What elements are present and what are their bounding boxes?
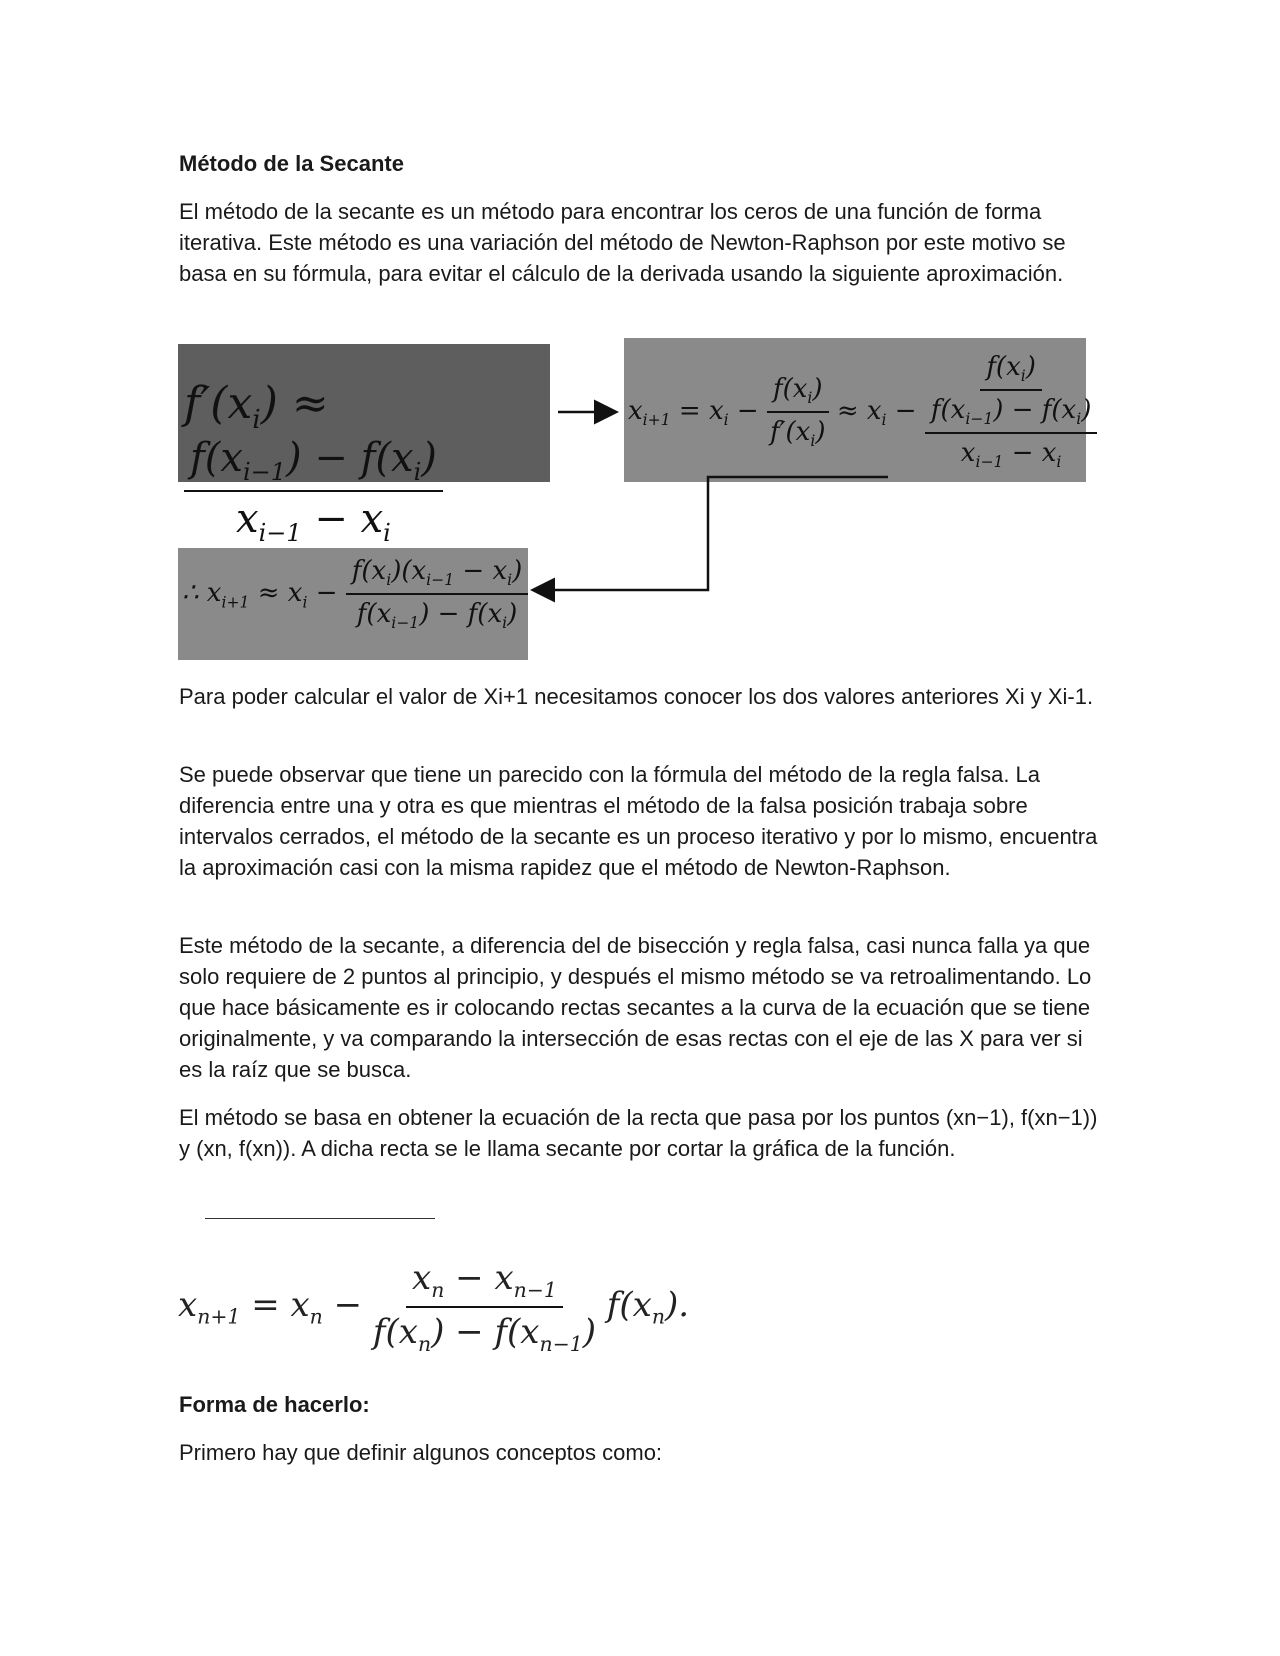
paragraph-intro: El método de la secante es un método para encontrar los ceros de una función de forma iterativa. Este método es una variación del método de Newton-Raphson por este motivo se basa en su fórmula, para evitar el cálculo de la derivada usando la siguiente aproximación. bbox=[179, 199, 1066, 286]
paragraph-concepts: Primero hay que definir algunos conceptos como: bbox=[179, 1440, 663, 1465]
paragraph-secant-line: El método se basa en obtener la ecuación de la recta que pasa por los puntos (xn−1), f(xn−1)) y (xn, f(xn)). A dicha recta se le llama secante por cortar la gráfica de la función. bbox=[179, 1105, 1098, 1161]
section-heading-procedure: Forma de hacerlo: bbox=[179, 1392, 370, 1417]
secant-result-formula: ∴ $x_{i+1} \approx x_i$ − $\frac{f(x_i)(x_{i-1} - x_i)}{f(x_{i-1}) - f(x_i)}$ bbox=[178, 548, 528, 660]
elbow-arrow-icon bbox=[535, 477, 888, 590]
paragraph-values: Para poder calcular el valor de Xi+1 necesitamos conocer los dos valores anteriores Xi y Xi-1. bbox=[179, 684, 1094, 709]
secant-main-formula: $x_{n+1} = x_n$ − $\frac{x_n - x_{n-1}}{f(x_n) - f(x_{n-1})}$ $f(x_n)$. bbox=[178, 1258, 690, 1356]
separator-line bbox=[205, 1218, 435, 1219]
formula-connector-arrows bbox=[0, 0, 1280, 700]
paragraph-comparison: Se puede observar que tiene un parecido con la fórmula del método de la regla falsa. La diferencia entre una y otra es que mientras el método de la falsa posición trabaja sobre intervalos cerrados, el método de la secante es un proceso iterativo y por lo mismo, encuentra la aproximación casi con la misma rapidez que el método de Newton-Raphson. bbox=[179, 762, 1098, 880]
paragraph-advantages: Este método de la secante, a diferencia del de bisección y regla falsa, casi nunca falla ya que solo requiere de 2 puntos al principio, y después el mismo método se va retroalimentando. Lo que hace básicamente es ir colocando rectas secantes a la curva de la ecuación que se tiene originalmente, y va comparando la intersección de esas rectas con el eje de las X para ver si es la raíz que se busca. bbox=[179, 933, 1092, 1082]
derivative-approximation-formula: $f'(x_i)$ ≈ $\frac{f(x_{i-1}) - f(x_i)}{x_{i-1} - x_i}$ bbox=[178, 344, 550, 482]
page-title: Método de la Secante bbox=[179, 151, 404, 176]
newton-substitution-formula: $x_{i+1} = x_i$ − $\frac{f(x_i)}{f'(x_i)}$ ≈ $x_i$ − $\frac{f(x_i)}{\frac{f(x_{i-1}) - f(x_i)}{x_{i-1} - x_i}}$ bbox=[624, 338, 1086, 482]
